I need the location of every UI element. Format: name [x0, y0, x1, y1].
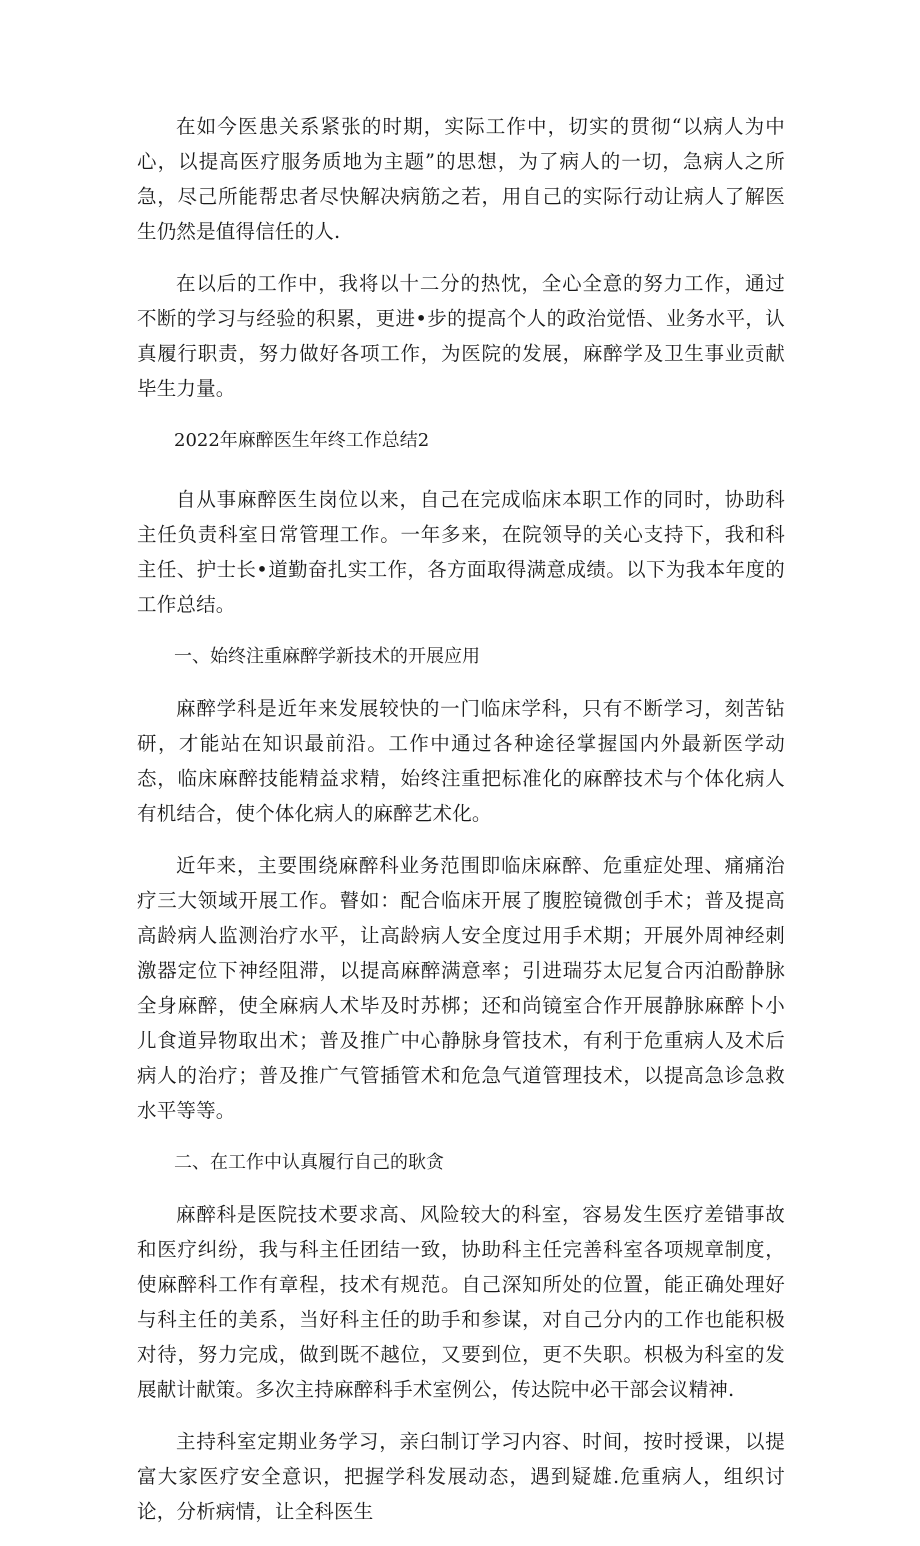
paragraph: 麻醉学科是近年来发展较快的一门临床学科，只有不断学习，刻苦钻研，才能站在知识最前沿。工作中通过各种途径掌握国内外最新医学动态，临床麻醉技能精益求精，始终注重把标准化的麻醉技术与个体化病人有机结合，使个体化病人的麻醉艺术化。 — [137, 697, 785, 825]
document-body — [137, 109, 785, 1546]
paragraph: 在以后的工作中，我将以十二分的热忱，全心全意的努力工作，通过不断的学习与经验的积累，更进•步的提高个人的政治觉悟、业务水平，认真履行职责，努力做好各项工作，为医院的发展，麻醉学及卫生事业贡献毕生力量。 — [137, 272, 785, 400]
paragraph: 自从事麻醉医生岗位以来，自己在完成临床本职工作的同时，协助科主任负责科室日常管理工作。一年多来，在院领导的关心支持下，我和科主任、护士长•道勤奋扎实工作，各方面取得满意成绩。以下为我本年度的工作总结。 — [137, 488, 785, 616]
paragraph: 麻醉科是医院技术要求高、风险较大的科室，容易发生医疗差错事故和医疗纠纷，我与科主任团结一致，协助科主任完善科室各项规章制度，使麻醉科工作有章程，技术有规范。自己深知所处的位置，能正确处理好与科主任的美系，当好科主任的助手和参谋，对自己分内的工作也能积极对待，努力完成，做到既不越位，又要到位，更不失职。枳极为科室的发展献计献策。多次主持麻醉科手术室例公，传达院中必干部会议精神. — [137, 1203, 785, 1401]
section-heading: 二、在工作中认真履行自己的耿贪 — [174, 1152, 444, 1173]
paragraph: 主持科室定期业务学习，亲臼制订学习内容、时间，按时授课，以提富大家医疗安全意识，把握学科发展动态，遇到疑雄.危重病人，组织讨论，分析病情，让全科医生 — [137, 1430, 785, 1523]
paragraph: 在如今医患关系紧张的时期，实际工作中，切实的贯彻“以病人为中心，以提高医疗服务质地为主题”的思想，为了病人的一切，急病人之所急，尽己所能帮忠者尽快解决病筋之若，用自己的实际行动让病人了解医生仍然是值得信任的人. — [137, 115, 785, 243]
section-heading: 一、始终注重麻醉学新技术的开展应用 — [174, 646, 480, 667]
section-title: 2022年麻醉医生年终工作总结2 — [174, 430, 430, 451]
paragraph: 近年来，主要围绕麻醉科业务范围即临床麻醉、危重症处理、痛痛治疗三大领域开展工作。瞽如：配合临床开展了腹腔镜微创手术；普及提高高龄病人监测治疗水平，让高龄病人安全度过用手术期；开展外周神经刺激器定位下神经阻滞，以提高麻醉满意率；引进瑞芬太尼复合丙泊酚静脉全身麻醉，使全麻病人术毕及时苏梆；还和尚镜室合作开展静脉麻醉卜小儿食道异物取出术；普及推广中心静脉身管技术，有利于危重病人及术后病人的治疗；普及推广气管插管术和危急气道管理技术，以提高急诊急救水平等等。 — [137, 854, 785, 1122]
